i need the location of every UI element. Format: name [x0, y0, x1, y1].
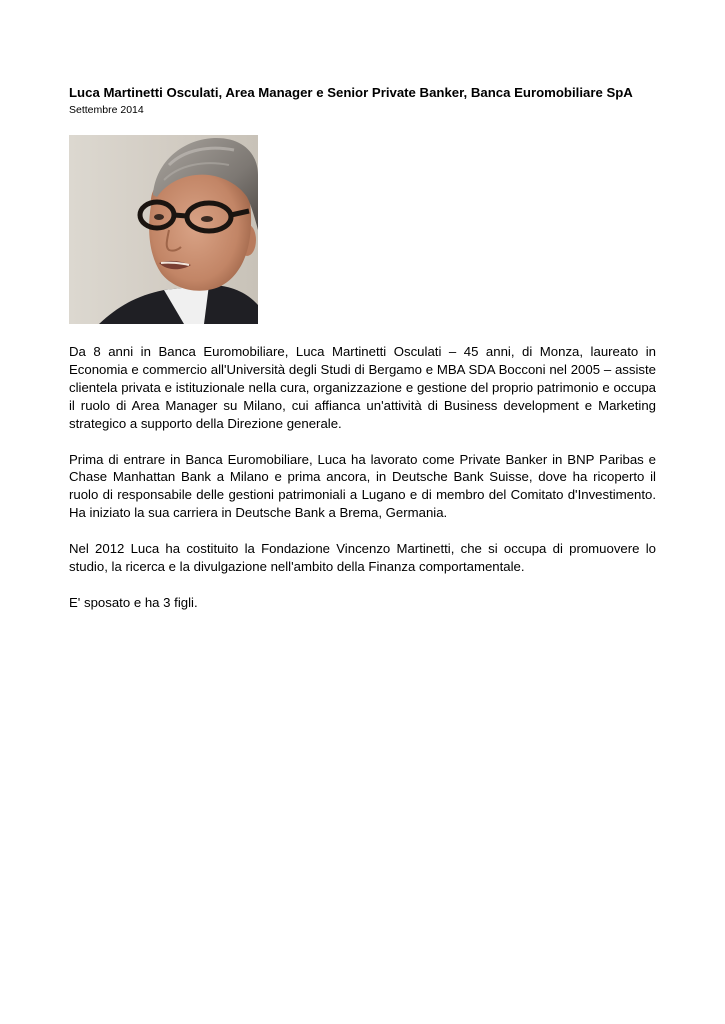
paragraph-career: Da 8 anni in Banca Euromobiliare, Luca Martinetti Osculati – 45 anni, di Monza, laureato in Economia e commercio all'Università degli Studi di Bergamo e MBA SDA Bocconi nel 2005 – assiste clientela privata e istituzionale nella cura, organizzazione e gestione del proprio patrimonio e occupa il ruolo di Area Manager su Milano, cui affianca un'attività di Business development e Marketing strategico a supporto della Direzione generale.	[69, 344, 656, 431]
paragraph-previous-roles: Prima di entrare in Banca Euromobiliare, Luca ha lavorato come Private Banker in BNP Paribas e Chase Manhattan Bank a Milano e prima ancora, in Deutsche Bank Suisse, dove ha ricoperto il ruolo di responsabile delle gestioni patrimoniali a Lugano e di membro del Comitato d'Investimento. Ha iniziato la sua carriera in Deutsche Bank a Brema, Germania.	[69, 451, 656, 521]
paragraph-family: E' sposato e ha 3 figli.	[69, 594, 198, 610]
portrait-image	[69, 135, 258, 324]
paragraph-foundation: Nel 2012 Luca ha costituito la Fondazione Vincenzo Martinetti, che si occupa di promuovere lo studio, la ricerca e la divulgazione nell'ambito della Finanza comportamentale.	[69, 541, 656, 575]
publication-date: Settembre 2014	[69, 104, 144, 116]
portrait-photo	[69, 135, 258, 324]
page-title: Luca Martinetti Osculati, Area Manager e Senior Private Banker, Banca Euromobiliare SpA	[69, 85, 633, 100]
biography-text	[69, 343, 656, 630]
